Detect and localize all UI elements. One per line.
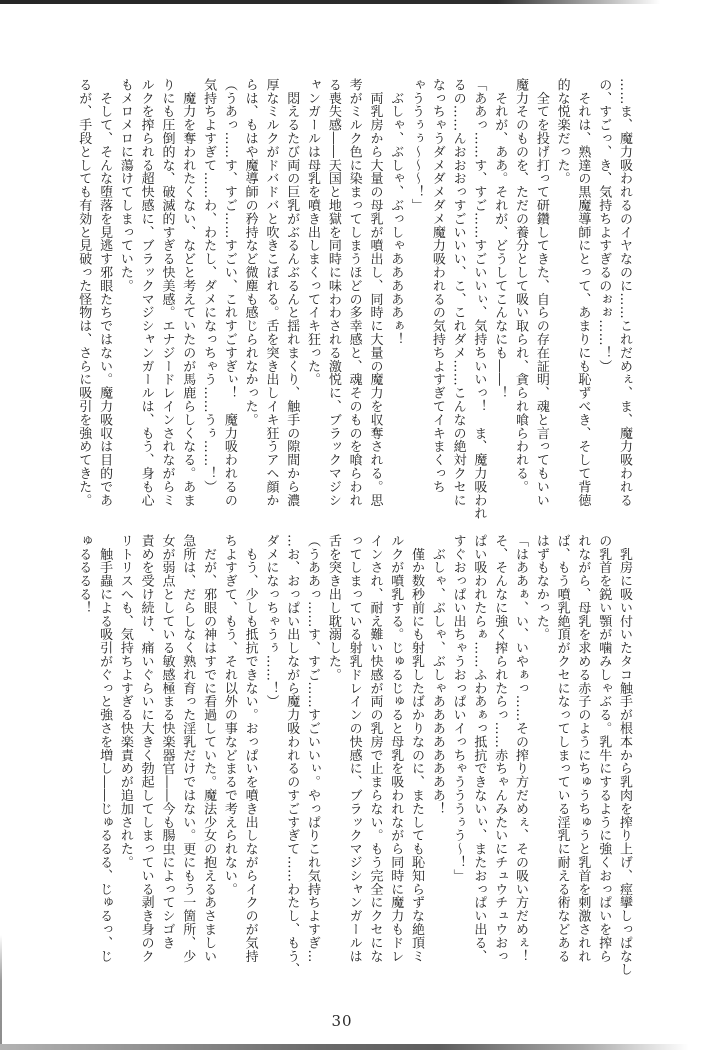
text-column: るの……んおおおっすごいいい、こ、これダメ……こんなの絶対クセに (450, 78, 466, 507)
text-column: 女が弱点としている敏感極まる快楽器官――今も腸虫によってシゴき (159, 534, 175, 950)
text-column: 両乳房から大量の母乳が噴出し、同時に大量の魔力を収奪される。思 (367, 78, 383, 507)
text-column: りにも圧倒的な、破滅的すぎる快美感。エナジードレインされながらミ (159, 78, 175, 507)
text-column: そして、そんな堕落を見逃す邪眼たちではない。魔力吸収は目的であ (97, 78, 113, 507)
text-column: 厚なミルクがドバドバと吹きこぼれる。舌を突き出しイキ狂うアヘ顔か (263, 78, 279, 507)
text-column: 僅か数秒前にも射乳したばかりなのに、またしても恥知らずな絶頂ミ (409, 534, 425, 963)
text-column: 考がミルク色に染まってしまうほどの多幸感と、魂そのものを喰らわれ (346, 78, 362, 507)
text-column: （うあっ……す、すご……すごい、これすごすぎぃ！ 魔力吸われるの (221, 78, 237, 507)
text-column: ルクを搾られる超快感に、ブラックマジシャンガールは、もう、身も心 (138, 78, 154, 507)
text-column: リトリスへも、気持ちよすぎる快楽責めが追加された。 (117, 534, 133, 869)
text-column: 全てを投げ打って研鑽してきた、自らの存在証明、魂と言ってもいい (533, 78, 549, 507)
text-column: ゅるるるる！ (76, 534, 92, 615)
text-column: 的な悦楽だった。 (554, 78, 570, 186)
text-column: （うああっ……す、すご……すごいいぃ。やっぱりこれ気持ちよすぎ… (305, 534, 321, 963)
text-column: そ、そんなに強く搾られたらっ……赤ちゃんみたいにチュウチュウおっ (492, 534, 508, 963)
text-column: なっちゃうダメダメダメ魔力吸われるの気持ちよすぎてイキまくっち (429, 78, 445, 494)
text-block-bottom (72, 534, 634, 976)
text-column: ぱい吸われたらぁ……ふわあぁっ抵抗できないぃ、またおっぱい出る、 (471, 534, 487, 963)
text-column: それは、熟達の黒魔導師にとって、あまりにも恥ずべき、そして背徳 (575, 78, 591, 507)
text-block-top (72, 78, 634, 520)
text-column: ぶしゃ、ぶしゃ、ぶしゃああああああああ！ (429, 534, 445, 816)
text-column: 悶えるたび両の巨乳がぶるんぶるんと揺れまくり、触手の隙間から濃 (284, 78, 300, 507)
text-column: 舌を突き出し耽溺した。 (325, 534, 341, 682)
text-column: 乳房に吸い付いたタコ触手が根本から乳肉を搾り上げ、痙攣しっぱなし (617, 534, 632, 977)
text-column: ゃううぅぅ～～～！」 (409, 78, 425, 212)
page-left-shadow (0, 935, 2, 1050)
text-column: 触手蟲による吸引がぐっと強さを増し――じゅるるる、じゅるっ、じ (97, 534, 113, 963)
text-column: ちよすぎて、もう、それ以外の事などまるで考えられない。 (221, 534, 237, 896)
text-column: ……ま、魔力吸われるのイヤなのに……これだめぇ、ま、魔力吸われる (617, 78, 632, 507)
text-column: …お、おっぱい出しながら魔力吸われるのすごすぎて……わたし、もう、 (284, 534, 300, 977)
text-column: すぐおっぱい出ちゃうおっぱいイっちゃうううぅう～！」 (450, 534, 466, 883)
text-column: る喪失感――天国と地獄を同時に味わわされる激悦に、ブラックマジシ (325, 78, 341, 507)
text-column: らは、もはや魔導師の矜持など微塵も感じられなかった。 (242, 78, 258, 427)
text-column: ば、もう噴乳絶頂がクセになってしまっている淫乳に耐える術などある (554, 534, 570, 963)
text-column: 急所は、だらしなく熟れ育った淫乳だけではない。更にもう一箇所、少 (180, 534, 196, 963)
text-column: もう、少しも抵抗できない。おっぱいを噴き出しながらイクのが気持 (242, 534, 258, 963)
text-column: インされ、耐え難い快感が両の乳房で止まらない。もう完全にクセにな (367, 534, 383, 963)
text-column: の乳首を鋭い顎が噛みしゃぶる。乳牛にするように強くおっぱいを搾ら (596, 534, 612, 963)
text-column: ャンガールは母乳を噴き出しまくってイキ狂った。 (305, 78, 321, 387)
text-column: それが、ああ。それが、どうしてこんなにも――！ (492, 78, 508, 400)
text-column: ルクが噴乳する。じゅるじゅると母乳を吸われながら同時に魔力もドレ (388, 534, 404, 963)
text-column: はずもなかった。 (533, 534, 549, 642)
text-column: 気持ちよすぎて……わ、わたし、ダメになっちゃう……うぅ……！） (201, 78, 217, 494)
text-column: もメロメロに蕩けてしまっていた。 (117, 78, 133, 293)
text-column: の、すごっ、き、気持ちよすぎるのぉぉ……！） (596, 78, 612, 373)
text-column: 「ああっ……す、すご……すごいいぃ、気持ちいいっ！ ま、魔力吸われ (471, 78, 487, 521)
text-column: だが、邪眼の神はすでに看過していた。魔法少女の抱えるあさましい (201, 534, 217, 963)
page-bottom-shadow (0, 1044, 710, 1050)
text-column: 責めを受け続け、痛いぐらいに大きく勃起してしまっている剥き身のク (138, 534, 154, 963)
text-column: ぶしゃ、ぶしゃ、ぶっしゃあああああぁ！ (388, 78, 404, 346)
page-number: 30 (331, 1012, 353, 1030)
page-top-shadow (0, 0, 710, 4)
text-column: ってしまっている射乳ドレインの快感に、ブラックマジシャンガールは (346, 534, 362, 963)
text-column: ダメになっちゃうぅ……！） (263, 534, 279, 709)
text-column: 魔力を奪われたくない、などと考えていたのが馬鹿らしくなる。あま (180, 78, 196, 507)
text-column: 魔力そのものを、ただの養分として吸い取られ、貪られ喰らわれる。 (513, 78, 529, 494)
text-column: るが、手段としても有効と見破った怪物は、さらに吸引を強めてきた。 (76, 78, 92, 507)
text-column: 「はああぁ、い、いやぁっ……その搾り方だめぇ、その吸い方だめぇ！ (513, 534, 529, 963)
text-column: れながら、母乳を求める赤子のようにちゅうちゅうと乳首を刺激されれ (575, 534, 591, 963)
